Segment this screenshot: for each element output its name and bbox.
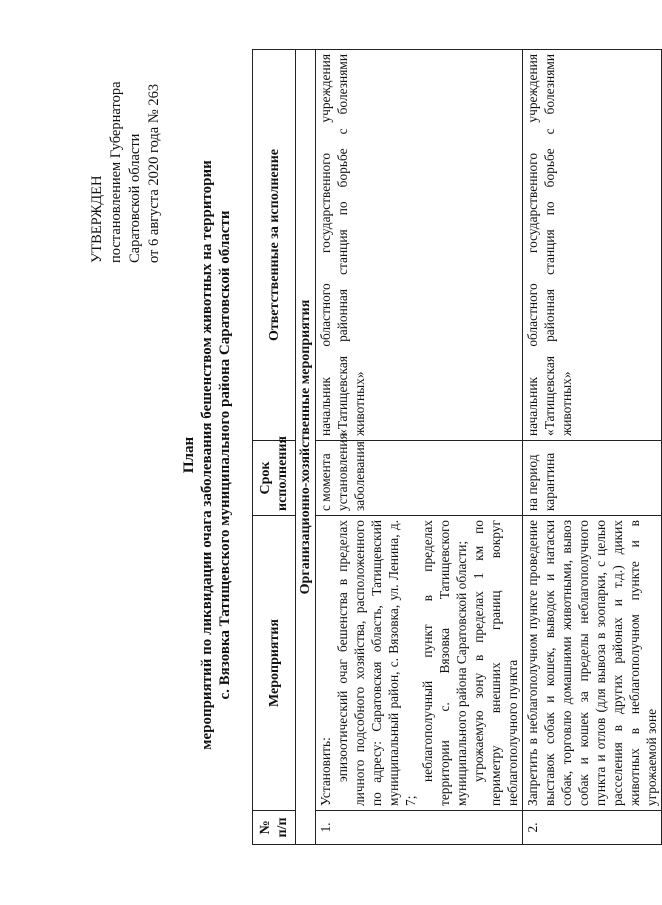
measures-cell: Запретить в неблагополучном пункте проведение выставок собак и кошек, выводок и натаски собак, торговлю домашними животными, вывоз собак и кошек за пределы неблагополучного пункта и отлов (для вывоза в зоопарки, с целью расселения в других районах и т.д.) диких животных в неблагополучном пункте и в угрожаемой зоне (523, 516, 662, 811)
term-cell: на период карантина (523, 441, 662, 516)
row-number: 2. (523, 811, 662, 845)
table-header-row (253, 50, 296, 845)
table-row (523, 50, 662, 845)
approval-line: Саратовской области (127, 133, 143, 263)
measures-table (252, 49, 662, 845)
measures-paragraph: эпизоотический очаг бешенства в пределах личного подсобного хозяйства, расположенного по адресу: Саратовская область, Татищевский муниципальный район, с. Вязовка, ул. Ленина, д. 7; (335, 520, 418, 806)
measures-cell (316, 516, 523, 811)
approval-line: от 6 августа 2020 года № 263 (146, 83, 162, 263)
measures-paragraph: угрожаемую зону в пределах 1 км по периметру внешних границ вокруг неблагополучного пункта (471, 520, 520, 806)
table-row (316, 50, 523, 845)
responsible-cell: начальник областного государственного учреждения «Татищевская районная станция по борьбе с болезнями животных» (523, 50, 662, 441)
plan-subtitle-line2: с. Вязовка Татищевского муниципального района Саратовской области (217, 210, 233, 700)
term-cell: с момента установления заболевания (316, 441, 523, 516)
table-section-row (296, 50, 316, 845)
plan-title: План (181, 436, 197, 474)
row-number: 1. (316, 811, 523, 845)
section-title: Организационно-хозяйственные мероприятия (296, 50, 316, 845)
approval-line: УТВЕРЖДЕН (89, 175, 105, 263)
header-responsible: Ответственные за исполнение (253, 50, 296, 441)
plan-subtitle-line1: мероприятий по ликвидации очага заболевания бешенством животных на территории (199, 160, 215, 750)
approval-line: постановлением Губернатора (108, 81, 124, 263)
responsible-cell: начальник областного государственного учреждения «Татищевская районная станция по борьбе с болезнями животных» (316, 50, 523, 441)
header-term: Срок исполнения (253, 441, 296, 516)
measures-paragraph: неблагополучный пункт в пределах территории с. Вязовка Татищевского муниципального района Саратовской области; (420, 520, 469, 806)
measures-lead: Установить: (318, 737, 333, 806)
approval-stamp-block (88, 3, 164, 263)
header-number: № п/п (253, 811, 296, 845)
header-measures: Мероприятия (253, 516, 296, 811)
